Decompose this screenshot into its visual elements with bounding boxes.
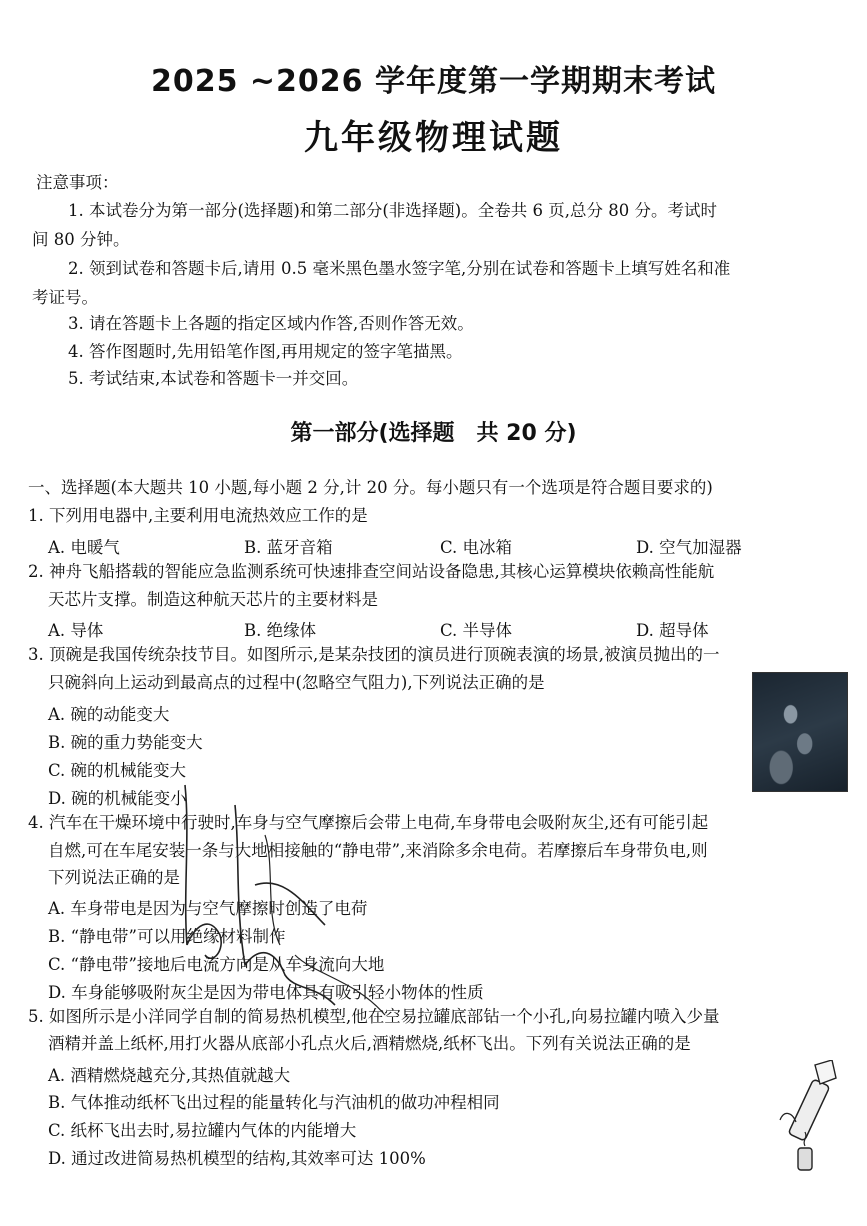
exam-subtitle: 九年级物理试题	[304, 118, 563, 158]
option: C. 半导体	[440, 621, 513, 640]
option: D. 通过改进简易热机模型的结构,其效率可达 100%	[48, 1149, 426, 1168]
option: A. 碗的动能变大	[48, 705, 170, 724]
option: B. 绝缘体	[244, 621, 317, 640]
notice-heading: 注意事项：	[36, 173, 119, 192]
acrobat-photo	[752, 672, 848, 792]
option: C. 碗的机械能变大	[48, 761, 187, 780]
notice-line: 4. 答作图题时,先用铅笔作图,再用规定的签字笔描黑。	[68, 342, 463, 361]
question-stem: 酒精并盖上纸杯,用打火器从底部小孔点火后,酒精燃烧,纸杯飞出。下列有关说法正确的是	[48, 1034, 691, 1053]
option: C. 电冰箱	[440, 538, 513, 557]
option: A. 电暖气	[48, 538, 120, 557]
section-title: 第一部分(选择题 共 20 分)	[290, 421, 577, 446]
heat-engine-figure	[770, 1060, 850, 1180]
option: C. 纸杯飞出去时,易拉罐内气体的内能增大	[48, 1121, 357, 1140]
option: D. 碗的机械能变小	[48, 789, 187, 808]
question-stem: 天芯片支撑。制造这种航天芯片的主要材料是	[48, 590, 378, 609]
exam-title: 2025 ~2026 学年度第一学期期末考试	[150, 64, 717, 99]
notice-line: 1. 本试卷分为第一部分(选择题)和第二部分(非选择题)。全卷共 6 页,总分 80 分。考试时	[68, 201, 717, 220]
option: D. 车身能够吸附灰尘是因为带电体具有吸引轻小物体的性质	[48, 983, 484, 1002]
notice-line: 间 80 分钟。	[32, 230, 130, 249]
question-stem: 4. 汽车在干燥环境中行驶时,车身与空气摩擦后会带上电荷,车身带电会吸附灰尘,还有可能引起	[28, 813, 709, 832]
option: C. “静电带”接地后电流方向是从车身流向大地	[48, 955, 385, 974]
option: B. 碗的重力势能变大	[48, 733, 203, 752]
section-instruction: 一、选择题(本大题共 10 小题,每小题 2 分,计 20 分。每小题只有一个选项是符合题目要求的)	[28, 478, 713, 497]
option: B. 蓝牙音箱	[244, 538, 333, 557]
option: A. 酒精燃烧越充分,其热值就越大	[48, 1066, 291, 1085]
option: A. 车身带电是因为与空气摩擦时创造了电荷	[48, 899, 368, 918]
option: B. “静电带”可以用绝缘材料制作	[48, 927, 286, 946]
option: B. 气体推动纸杯飞出过程的能量转化与汽油机的做功冲程相同	[48, 1093, 500, 1112]
handwritten-scribble	[165, 775, 415, 1035]
option: D. 超导体	[636, 621, 709, 640]
question-stem: 5. 如图所示是小洋同学自制的简易热机模型,他在空易拉罐底部钻一个小孔,向易拉罐内喷入少量	[28, 1007, 720, 1026]
question-stem: 2. 神舟飞船搭载的智能应急监测系统可快速排查空间站设备隐患,其核心运算模块依赖高性能航	[28, 562, 715, 581]
question-stem: 3. 顶碗是我国传统杂技节目。如图所示,是某杂技团的演员进行顶碗表演的场景,被演员抛出的一	[28, 645, 720, 664]
option: D. 空气加湿器	[636, 538, 742, 557]
notice-line: 2. 领到试卷和答题卡后,请用 0.5 毫米黑色墨水签字笔,分别在试卷和答题卡上填写姓名和准	[68, 259, 731, 278]
option: A. 导体	[48, 621, 104, 640]
question-stem: 自燃,可在车尾安装一条与大地相接触的“静电带”,来消除多余电荷。若摩擦后车身带负电,则	[48, 841, 708, 860]
question-stem: 只碗斜向上运动到最高点的过程中(忽略空气阻力),下列说法正确的是	[48, 673, 545, 692]
notice-line: 考证号。	[32, 288, 98, 307]
notice-line: 3. 请在答题卡上各题的指定区域内作答,否则作答无效。	[68, 314, 474, 333]
question-stem: 1. 下列用电器中,主要利用电流热效应工作的是	[28, 506, 368, 525]
question-stem: 下列说法正确的是	[48, 868, 180, 887]
notice-line: 5. 考试结束,本试卷和答题卡一并交回。	[68, 369, 359, 388]
